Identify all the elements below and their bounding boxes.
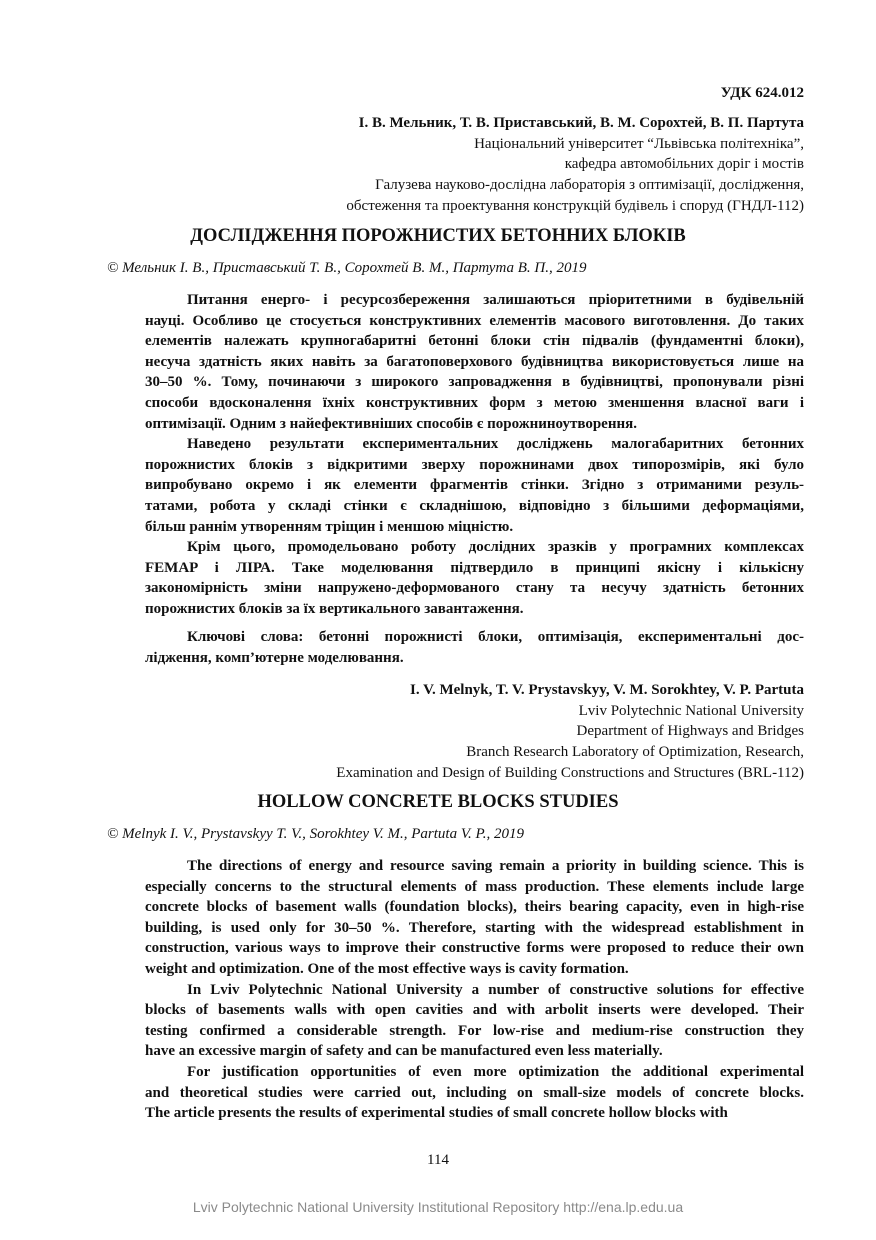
paragraph xyxy=(145,290,804,434)
paragraph-line: Крім цього, промодельовано роботу дослідних зразків у програмних комплексах xyxy=(187,539,804,556)
en-affiliation-line: Lviv Polytechnic National University xyxy=(578,702,804,719)
ua-authors: І. В. Мельник, Т. В. Приставський, В. М. Сорохтей, В. П. Партута xyxy=(358,115,804,131)
paragraph-line: закономірність зміни напружено-деформованого стану та несучу здатність бетонних xyxy=(145,580,804,597)
paragraph-line: Ключові слова: бетонні порожнисті блоки, оптимізація, експериментальні дос- xyxy=(187,629,804,645)
ua-affiliation-line: Галузева науково-дослідна лабораторія з оптимізації, дослідження, xyxy=(375,177,804,194)
paragraph-line: have an excessive margin of safety and can be manufactured even less materially. xyxy=(145,1043,663,1060)
paragraph xyxy=(145,980,804,1062)
en-header xyxy=(336,680,804,784)
en-affiliation-line: Branch Research Laboratory of Optimization, Research, xyxy=(466,744,804,761)
paragraph-line: несуча здатність яких навіть за багатоповерхового будівництва використовується лише на xyxy=(145,353,804,370)
ua-abstract xyxy=(145,290,804,620)
en-abstract xyxy=(145,856,804,1124)
paragraph xyxy=(145,856,804,980)
page-number: 114 xyxy=(427,1152,449,1168)
paragraph-line: In Lviv Polytechnic National University a number of constructive solutions for effective xyxy=(187,981,804,998)
repository-footer: Lviv Polytechnic National University Institutional Repository http://ena.lp.edu.ua xyxy=(192,1199,684,1215)
paragraph-line: порожнистих блоків з відкритими зверху порожнинами двох типорозмірів, які було xyxy=(145,456,804,473)
paragraph-line: татами, робота у складі стінки є складнішою, відповідно з більшими деформаціями, xyxy=(145,497,804,514)
en-affiliation-line: Examination and Design of Building Constructions and Structures (BRL-112) xyxy=(336,764,804,781)
paragraph-line: більш раннім утворенням тріщин і меншою міцністю. xyxy=(145,518,514,535)
paragraph-line: Питання енерго- і ресурсозбереження залишаються пріоритетними в будівельній xyxy=(187,292,804,308)
paragraph-line: and theoretical studies were carried out, including on small-size models of concrete blocks. xyxy=(145,1084,804,1101)
paragraph-line: 30–50 %. Тому, починаючи з широкого запровадження в будівництві, пропонували різні xyxy=(145,374,804,391)
ua-keywords xyxy=(145,627,804,668)
paragraph-line: порожнистих блоків за їх вертикального завантаження. xyxy=(145,600,524,617)
udk-code: УДК 624.012 xyxy=(720,85,804,101)
en-title: HOLLOW CONCRETE BLOCKS STUDIES xyxy=(257,792,619,812)
paragraph-line: concrete blocks of basement walls (foundation blocks), theirs bearing capacity, even in high-rise xyxy=(145,899,804,916)
paragraph-line: building, is used only for 30–50 %. Therefore, starting with the widespread establishment in xyxy=(145,919,804,936)
ua-affiliation-line: обстеження та проектування конструкцій будівель і споруд (ГНДЛ-112) xyxy=(346,197,804,214)
ua-header xyxy=(346,113,804,217)
ua-affiliation-line: Національний університет “Львівська політехніка”, xyxy=(474,135,804,152)
paragraph-line: For justification opportunities of even more optimization the additional experimental xyxy=(187,1063,804,1080)
paragraph-line: The article presents the results of experimental studies of small concrete hollow blocks with xyxy=(145,1105,728,1122)
en-copyright: © Melnyk I. V., Prystavskyy T. V., Sorokhtey V. M., Partuta V. P., 2019 xyxy=(107,826,525,842)
paragraph-line: The directions of energy and resource saving remain a priority in building science. This is xyxy=(187,858,804,874)
paragraph-line: testing confirmed a considerable strength. For low-rise and medium-rise construction they xyxy=(145,1022,804,1039)
paragraph xyxy=(145,434,804,537)
paragraph-line: лідження, комп’ютерне моделювання. xyxy=(145,649,404,666)
ua-title: ДОСЛІДЖЕННЯ ПОРОЖНИСТИХ БЕТОННИХ БЛОКІВ xyxy=(190,226,686,246)
paragraph xyxy=(145,1062,804,1124)
paragraph-line: blocks of basements walls with open cavities and with arbolit inserts were developed. Their xyxy=(145,1002,804,1019)
paragraph-line: FEMAP і ЛІРА. Таке моделювання підтвердило в принципі якісну і кількісну xyxy=(145,559,804,576)
paragraph-line: construction, various ways to improve their constructive forms were proposed to reduce their own xyxy=(145,940,804,957)
paragraph xyxy=(145,627,804,668)
paragraph-line: науці. Особливо це стосується конструктивних елементів масового виготовлення. До таких xyxy=(145,312,804,329)
paragraph-line: елементів належать крупногабаритні бетонні блоки стін підвалів (фундаментні блоки), xyxy=(145,333,804,350)
en-authors: I. V. Melnyk, T. V. Prystavskyy, V. M. Sorokhtey, V. P. Partuta xyxy=(410,682,804,698)
ua-affiliation-line: кафедра автомобільних доріг і мостів xyxy=(564,156,804,173)
paragraph-line: especially concerns to the structural elements of mass production. These elements include large xyxy=(145,878,804,895)
paragraph xyxy=(145,537,804,619)
en-affiliation-line: Department of Highways and Bridges xyxy=(576,723,804,740)
paragraph-line: Наведено результати експериментальних досліджень малогабаритних бетонних xyxy=(187,436,804,453)
paragraph-line: способи вдосконалення їхніх конструктивних форм з метою зменшення власної ваги і xyxy=(145,394,804,411)
paragraph-line: випробувано окремо і як елементи фрагментів стінки. Згідно з отриманими резуль- xyxy=(145,477,804,494)
paragraph-line: оптимізації. Одним з найефективніших способів є порожниноутворення. xyxy=(145,415,637,432)
ua-copyright: © Мельник І. В., Приставський Т. В., Сорохтей В. М., Партута В. П., 2019 xyxy=(107,260,587,276)
paragraph-line: weight and optimization. One of the most effective ways is cavity formation. xyxy=(145,960,629,977)
